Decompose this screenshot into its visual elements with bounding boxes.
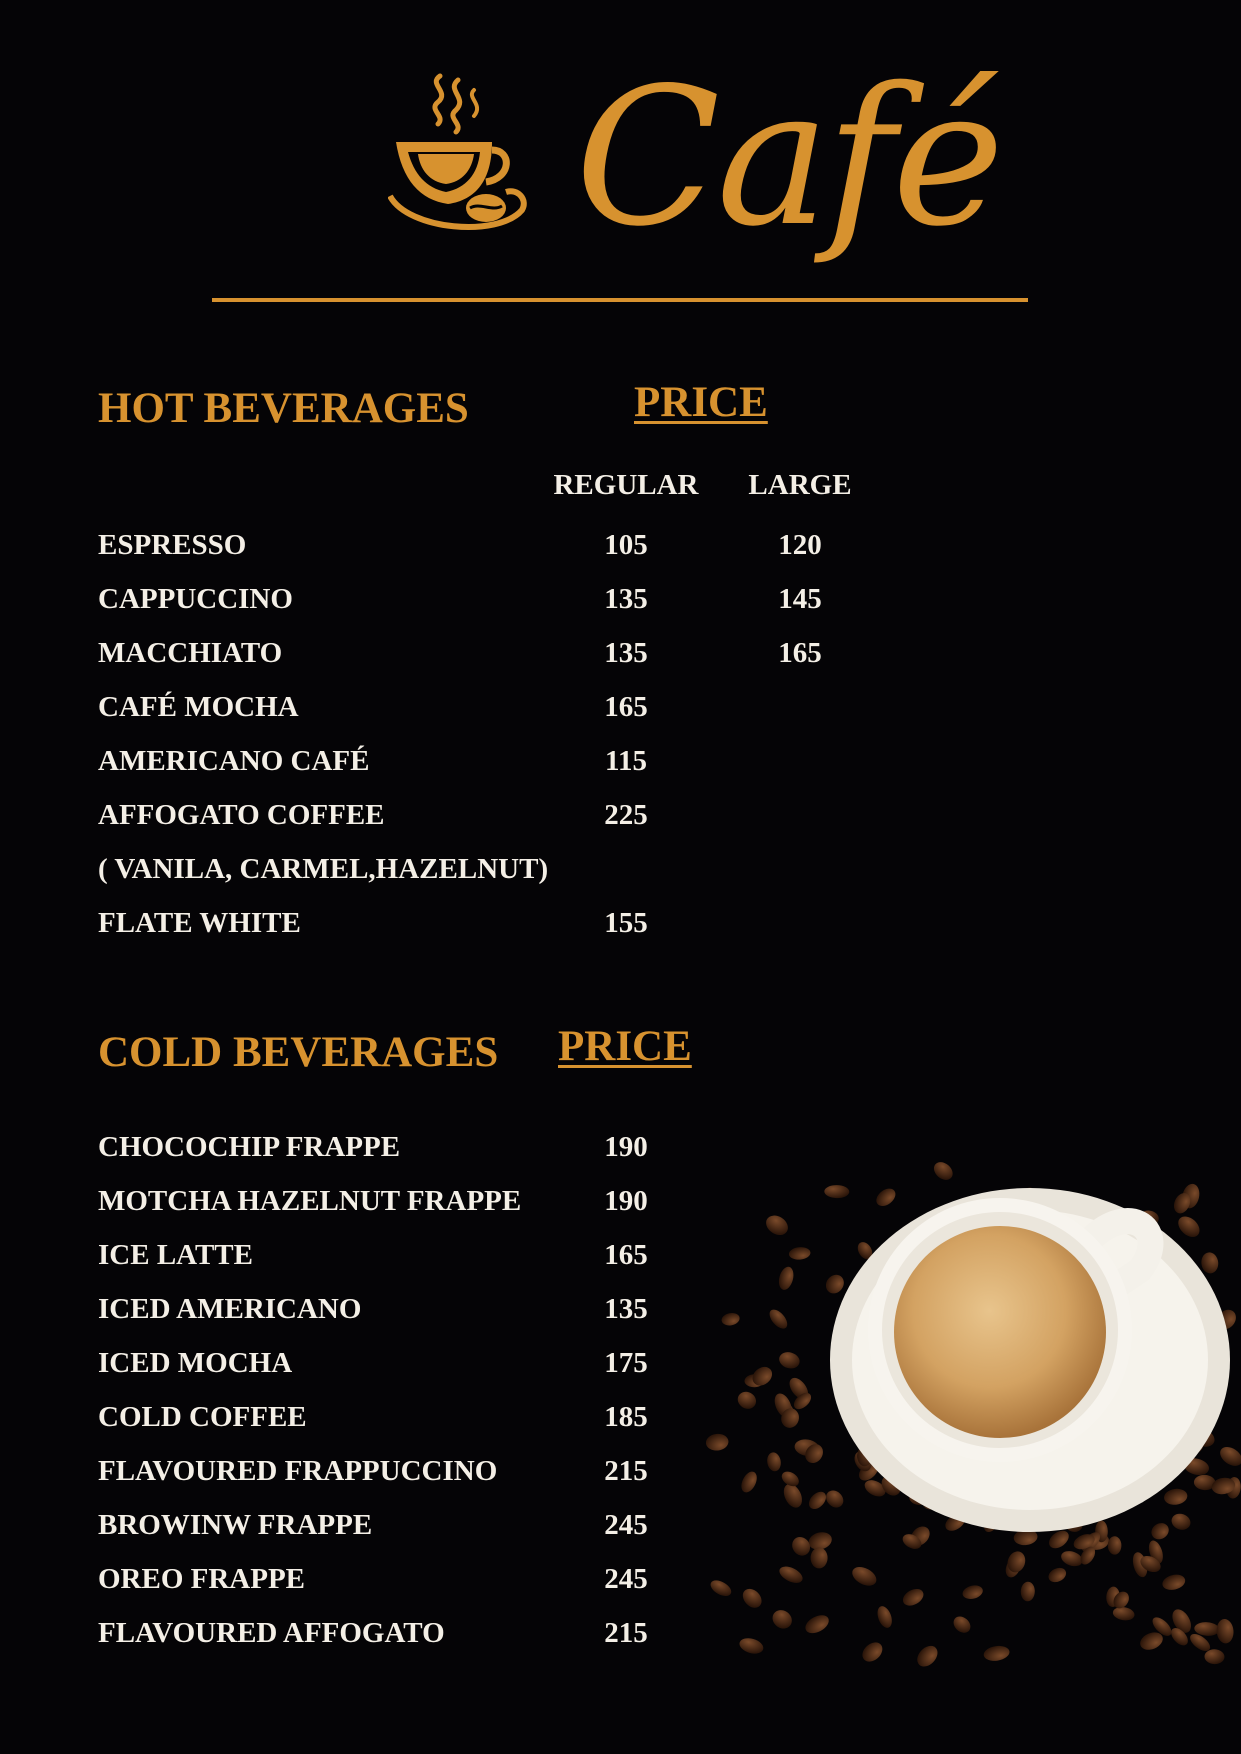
item-name: MOTCHA HAZELNUT FRAPPE <box>98 1185 522 1217</box>
item-name: ICED MOCHA <box>98 1347 293 1379</box>
item-name: OREO FRAPPE <box>98 1563 306 1595</box>
item-price: 245 <box>604 1563 648 1595</box>
item-price: 190 <box>604 1185 648 1217</box>
item-name: FLAVOURED FRAPPUCCINO <box>98 1455 498 1487</box>
coffee-bean <box>913 1642 941 1671</box>
regular-price: 105 <box>604 529 648 561</box>
coffee-bean <box>1148 1520 1171 1543</box>
page-title: Café <box>575 47 1001 268</box>
coffee-bean <box>1217 1443 1241 1470</box>
coffee-bean <box>849 1563 879 1589</box>
item-name: BROWINW FRAPPE <box>98 1509 373 1541</box>
coffee-bean <box>1194 1621 1220 1636</box>
large-price: 145 <box>778 583 822 615</box>
item-name: ESPRESSO <box>98 529 247 561</box>
hot-beverages-title: HOT BEVERAGES <box>98 385 469 432</box>
coffee-bean <box>708 1577 734 1599</box>
item-price: 175 <box>604 1347 648 1379</box>
list-item <box>0 582 1241 636</box>
item-price: 135 <box>604 1293 648 1325</box>
list-item <box>0 852 1241 906</box>
item-price: 185 <box>604 1401 648 1433</box>
coffee-bean <box>900 1586 926 1609</box>
coffee-bean <box>1204 1649 1225 1664</box>
coffee-bean <box>739 1585 765 1611</box>
item-name: FLATE WHITE <box>98 907 301 939</box>
coffee-bean <box>766 1451 782 1472</box>
coffee-bean <box>859 1638 886 1665</box>
coffee-bean <box>788 1533 813 1559</box>
item-name: CHOCOCHIP FRAPPE <box>98 1131 401 1163</box>
item-name: ICED AMERICANO <box>98 1293 362 1325</box>
coffee-bean <box>873 1185 899 1210</box>
item-price: 190 <box>604 1131 648 1163</box>
regular-price: 225 <box>604 799 648 831</box>
coffee-bean <box>738 1469 760 1495</box>
coffee-bean <box>735 1389 759 1412</box>
coffee-bean <box>1112 1606 1136 1622</box>
item-name: FLAVOURED AFFOGATO <box>98 1617 445 1649</box>
item-name: MACCHIATO <box>98 637 283 669</box>
coffee-bean <box>806 1488 830 1512</box>
coffee-cup-with-beans-image <box>700 1160 1241 1680</box>
coffee-bean <box>1174 1212 1203 1241</box>
list-item <box>0 798 1241 852</box>
item-name: ICE LATTE <box>98 1239 253 1271</box>
coffee-bean <box>823 1487 847 1511</box>
coffee-bean <box>762 1212 791 1240</box>
item-name: COLD COFFEE <box>98 1401 307 1433</box>
coffee-bean <box>961 1583 984 1601</box>
hot-beverages-list <box>0 528 1241 960</box>
list-item <box>0 690 1241 744</box>
item-price: 165 <box>604 1239 648 1271</box>
regular-price: 155 <box>604 907 648 939</box>
coffee-bean <box>875 1604 895 1630</box>
coffee-bean <box>930 1160 956 1184</box>
coffee-bean <box>802 1612 831 1637</box>
coffee-bean <box>983 1644 1011 1662</box>
coffee-bean <box>822 1271 847 1297</box>
cold-price-heading: PRICE <box>558 1023 692 1070</box>
list-item <box>0 636 1241 690</box>
regular-price: 115 <box>605 745 647 777</box>
regular-price: 135 <box>604 637 648 669</box>
coffee-bean <box>738 1636 765 1657</box>
item-name: CAFÉ MOCHA <box>98 691 299 723</box>
coffee-bean <box>777 1350 801 1371</box>
regular-price: 135 <box>604 583 648 615</box>
coffee-bean <box>777 1563 805 1586</box>
coffee-bean <box>777 1265 796 1291</box>
coffee-bean <box>1108 1536 1122 1555</box>
coffee-bean <box>788 1246 811 1260</box>
large-column-header: LARGE <box>748 469 852 501</box>
coffee-bean <box>1163 1487 1188 1506</box>
item-price: 245 <box>604 1509 648 1541</box>
regular-price: 165 <box>604 691 648 723</box>
coffee-bean <box>950 1613 973 1636</box>
regular-column-header: REGULAR <box>553 469 699 501</box>
coffee-bean <box>1169 1511 1192 1532</box>
coffee-cup-logo-icon <box>388 70 528 245</box>
coffee-bean <box>766 1306 790 1331</box>
coffee-bean <box>1046 1565 1068 1585</box>
large-price: 120 <box>778 529 822 561</box>
item-name: ( VANILA, CARMEL,HAZELNUT) <box>98 853 549 885</box>
list-item <box>0 906 1241 960</box>
cold-beverages-title: COLD BEVERAGES <box>98 1029 499 1076</box>
coffee-bean <box>721 1311 741 1326</box>
coffee-bean <box>705 1433 729 1452</box>
coffee-bean <box>811 1547 828 1568</box>
item-price: 215 <box>604 1617 648 1649</box>
large-price: 165 <box>778 637 822 669</box>
item-name: CAPPUCCINO <box>98 583 293 615</box>
item-price: 215 <box>604 1455 648 1487</box>
coffee-bean <box>824 1185 849 1198</box>
coffee-bean <box>769 1606 796 1632</box>
item-name: AFFOGATO COFFEE <box>98 799 385 831</box>
title-divider <box>212 298 1028 302</box>
coffee-bean <box>1020 1581 1035 1601</box>
hot-price-heading: PRICE <box>634 379 768 426</box>
list-item <box>0 744 1241 798</box>
item-name: AMERICANO CAFÉ <box>98 745 370 777</box>
coffee-bean <box>1161 1572 1187 1592</box>
coffee-bean <box>1200 1251 1219 1274</box>
coffee-bean <box>1216 1618 1235 1644</box>
list-item <box>0 528 1241 582</box>
